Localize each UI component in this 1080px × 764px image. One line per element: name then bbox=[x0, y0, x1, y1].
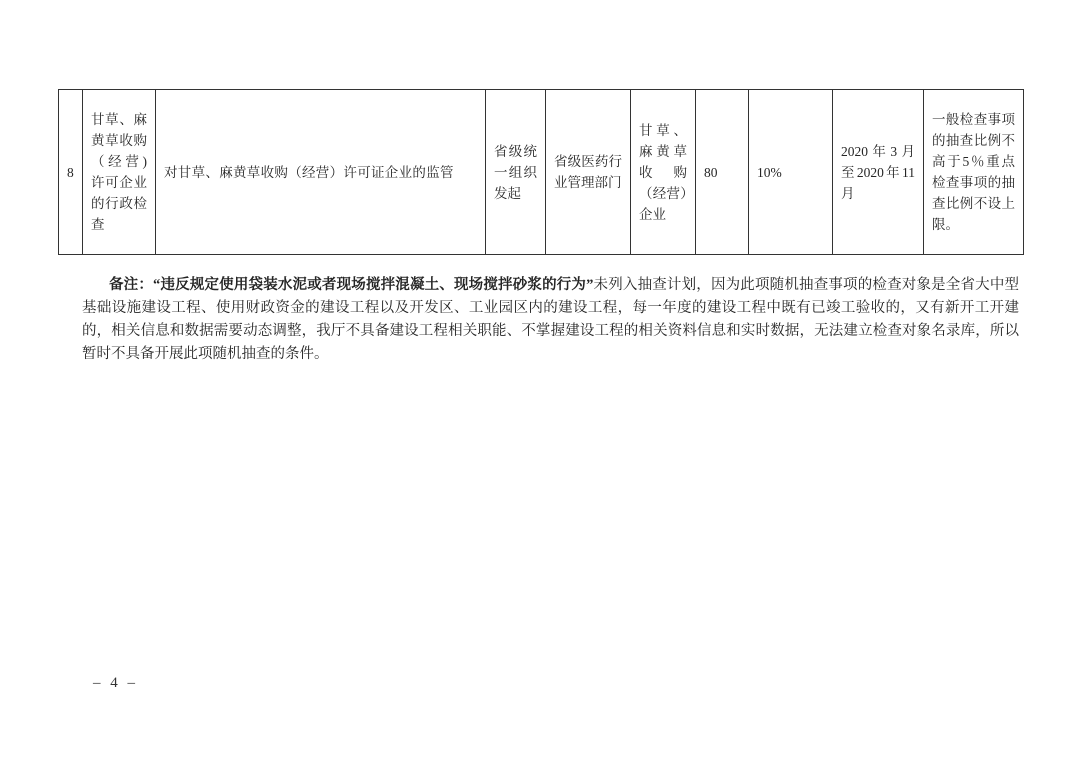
footnote-bold-lead: 备注：“违反规定使用袋装水泥或者现场搅拌混凝土、现场搅拌砂浆的行为” bbox=[109, 276, 594, 293]
inspection-plan-table bbox=[58, 89, 1024, 255]
cell-item-name: 甘草、麻黄草收购（经营)许可企业的行政检查 bbox=[83, 90, 156, 255]
cell-inspection-content: 对甘草、麻黄草收购（经营）许可证企业的监管 bbox=[156, 90, 486, 255]
cell-seq-number: 8 bbox=[59, 90, 83, 255]
cell-department: 省级医药行业管理部门 bbox=[546, 90, 631, 255]
footnote-body-text: 未列入抽查计划，因为此项随机抽查事项的检查对象是全省大中型基础设施建设工程、使用财政资金的建设工程以及开发区、工业园区内的建设工程，每一年度的建设工程中既有已竣工验收的，又有新开工开建的，相关信息和数据需要动态调整，我厅不具备建设工程相关职能、不掌握建设工程的相关资料信息和实时数据，无法建立检查对象名录库，所以暂时不具备开展此项随机抽查的条件。 bbox=[82, 276, 1020, 362]
cell-time-range: 2020年3月至2020年11月 bbox=[833, 90, 924, 255]
cell-target: 甘草、麻黄草收购（经营）企业 bbox=[631, 90, 696, 255]
cell-remark: 一般检查事项的抽查比例不高于5％重点检查事项的抽查比例不设上限。 bbox=[924, 90, 1024, 255]
cell-quantity: 80 bbox=[696, 90, 749, 255]
table-row bbox=[59, 90, 1024, 255]
cell-organize-method: 省级统一组织发起 bbox=[486, 90, 546, 255]
footnote-paragraph bbox=[82, 274, 1019, 366]
page-number: – 4 – bbox=[93, 675, 138, 691]
cell-ratio: 10% bbox=[749, 90, 833, 255]
